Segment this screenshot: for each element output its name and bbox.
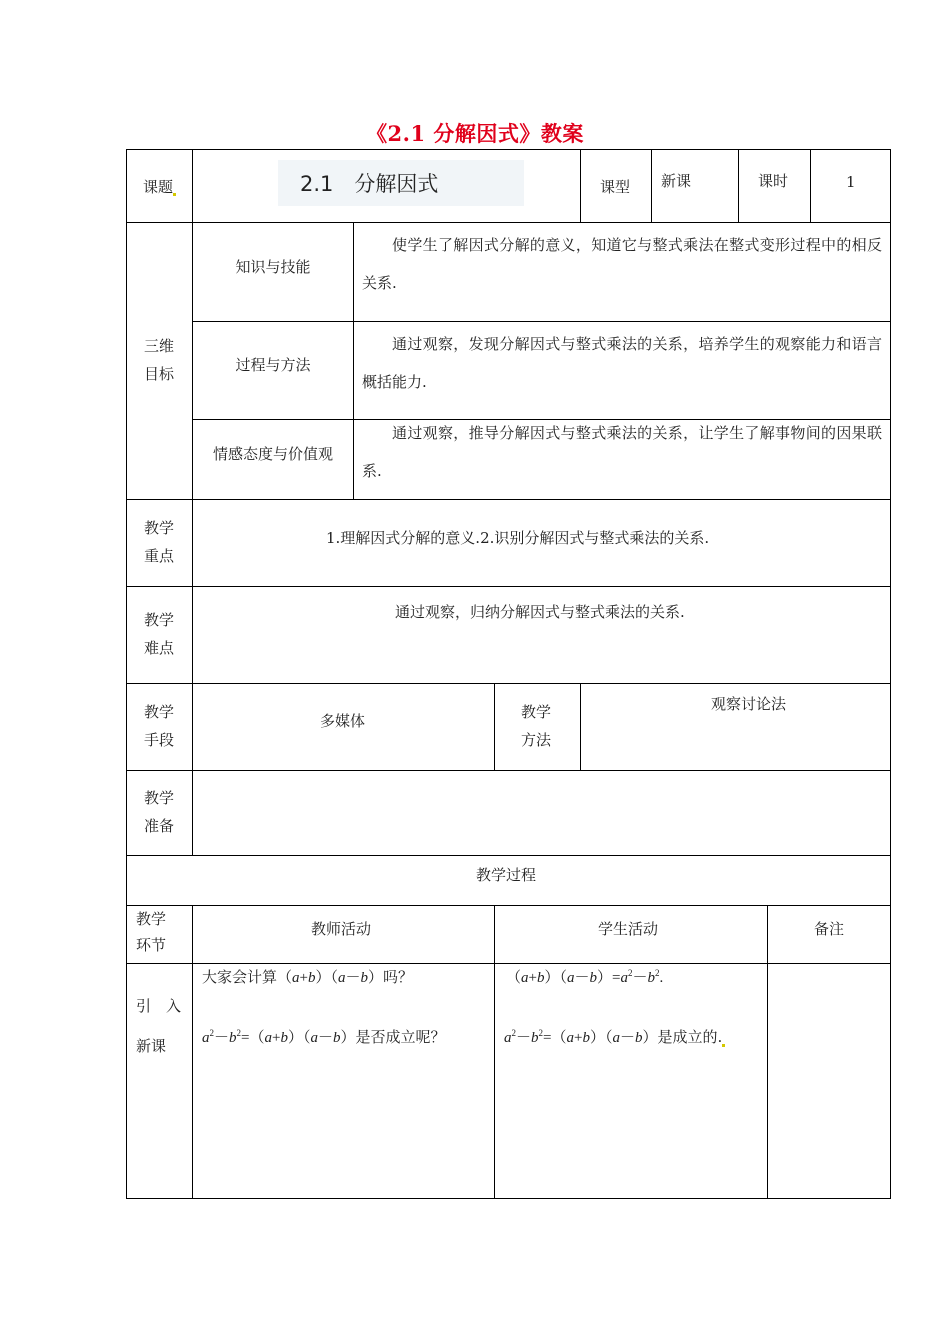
teaching-method-label: 教学 方法 <box>521 703 552 749</box>
topic-label: 课题 <box>143 178 176 196</box>
teacher-activity-line-1: 大家会计算（a+b）（a－b）吗？ <box>202 968 414 986</box>
objective-knowledge-label: 知识与技能 <box>235 257 311 276</box>
key-points-text: 1.理解因式分解的意义.2.识别分解因式与整式乘法的关系. <box>326 529 710 547</box>
difficult-points-text: 通过观察，归纳分解因式与整式乘法的关系. <box>395 603 685 621</box>
class-hours-label: 课时 <box>758 172 789 190</box>
lesson-type-value: 新课 <box>661 172 692 190</box>
process-stage-header: 教学 环节 <box>136 910 167 954</box>
lesson-type-label: 课型 <box>600 178 631 196</box>
objectives-label: 三维 目标 <box>144 337 175 383</box>
teacher-activity-line-2: $a^2-b^2=(a+b)(a-b)$是否成立呢？ <box>202 1028 446 1046</box>
teaching-method-value: 观察讨论法 <box>711 695 787 713</box>
key-points-label: 教学 重点 <box>144 519 175 565</box>
teaching-means-value: 多媒体 <box>320 712 366 730</box>
process-title: 教学过程 <box>476 866 537 884</box>
document-title: 《2.1 分解因式》教案 <box>366 121 584 146</box>
objective-process-label: 过程与方法 <box>235 355 311 374</box>
student-activity-line-1: $(a+b)(a-b)=a^2-b^2$. <box>506 968 664 986</box>
objective-knowledge-text: 使学生了解因式分解的意义，知道它与整式乘法在整式变形过程中的相反关系. <box>362 236 882 292</box>
student-activity-header: 学生活动 <box>598 920 659 938</box>
notes-header: 备注 <box>814 920 845 938</box>
stage-intro: 引 入 新课 <box>136 997 182 1055</box>
teacher-activity-header: 教师活动 <box>311 920 372 938</box>
objective-attitude-text: 通过观察，推导分解因式与整式乘法的关系，让学生了解事物间的因果联系. <box>362 424 882 480</box>
objective-process-text: 通过观察，发现分解因式与整式乘法的关系，培养学生的观察能力和语言概括能力. <box>362 335 882 391</box>
preparation-label: 教学 准备 <box>144 789 175 835</box>
class-hours-value: 1 <box>846 173 856 191</box>
objective-attitude-label: 情感态度与价值观 <box>212 444 333 463</box>
teaching-means-label: 教学 手段 <box>144 703 175 749</box>
difficult-points-label: 教学 难点 <box>144 611 175 657</box>
topic-value: 2.1 分解因式 <box>300 172 439 196</box>
student-activity-line-2: $a^2-b^2=(a+b)(a-b)$是成立的. <box>504 1028 725 1047</box>
